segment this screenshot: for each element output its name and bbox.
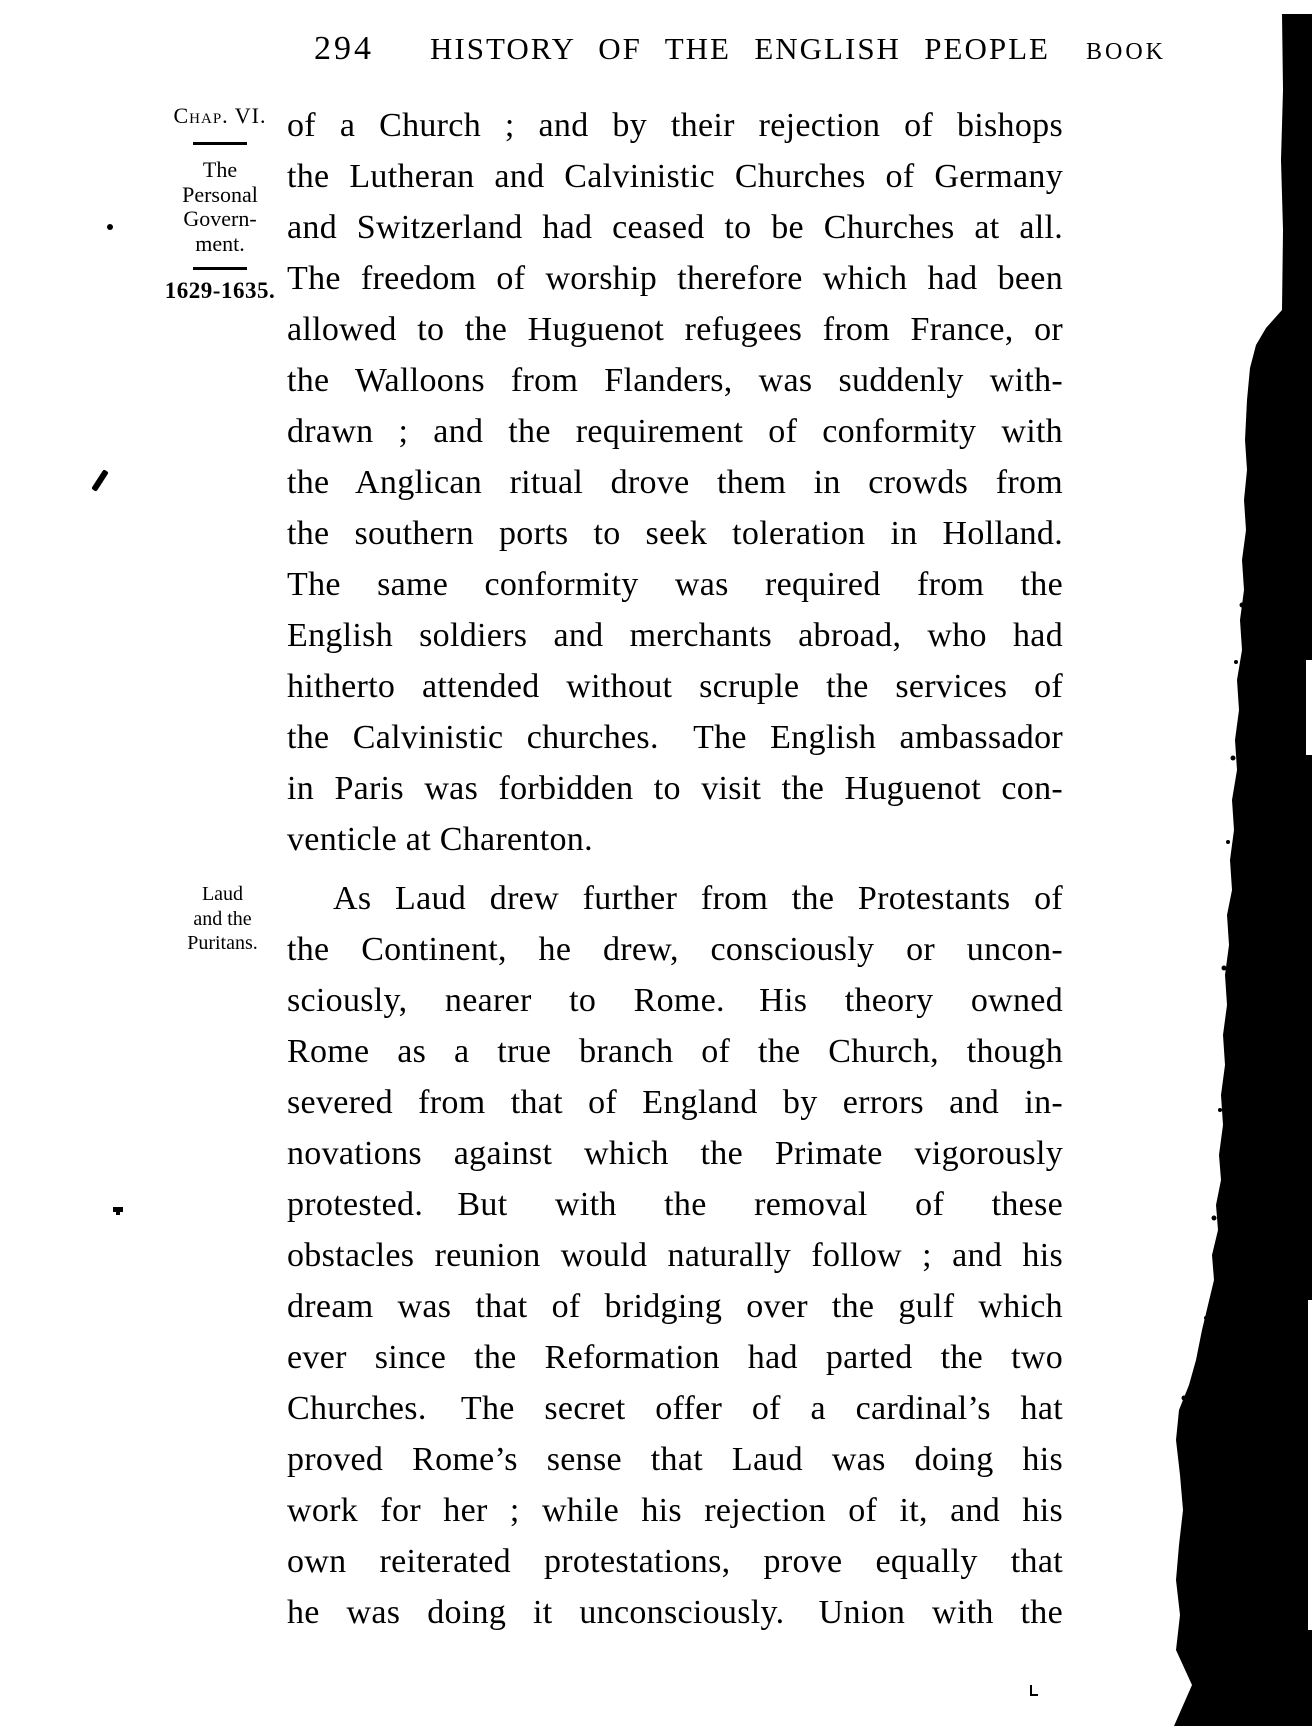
text-line: work for her ; while his rejection of it, and his	[287, 1492, 1063, 1529]
margin-rule	[193, 142, 247, 145]
scan-artifact-bar	[1162, 0, 1312, 1726]
text-line: own reiterated protestations, prove equally that	[287, 1543, 1063, 1580]
note-line: Puritans.	[187, 932, 258, 954]
text-line: The freedom of worship therefore which had been	[287, 260, 1063, 297]
body-text	[287, 100, 1063, 1638]
personal-government-note	[150, 158, 290, 256]
text-line: proved Rome’s sense that Laud was doing his	[287, 1441, 1063, 1478]
note-line: Laud	[201, 883, 244, 905]
page-number: 294	[314, 30, 374, 67]
ink-speck-tick	[91, 469, 109, 492]
dates-label: 1629-1635.	[164, 278, 276, 303]
text-line: in Paris was forbidden to visit the Huguenot con-	[287, 770, 1063, 807]
text-line: ever since the Reformation had parted the two	[287, 1339, 1063, 1376]
corner-mark	[1030, 1685, 1038, 1696]
text-line: sciously, nearer to Rome. His theory owned	[287, 982, 1063, 1019]
text-line: venticle at Charenton.	[287, 821, 593, 858]
text-line: dream was that of bridging over the gulf which	[287, 1288, 1063, 1325]
running-title: HISTORY OF THE ENGLISH PEOPLE	[430, 31, 1050, 66]
paragraph	[287, 873, 1063, 1638]
text-line: protested. But with the removal of these	[287, 1186, 1063, 1223]
text-line: he was doing it unconsciously. Union with the	[287, 1594, 1063, 1631]
note-line: The	[202, 157, 238, 182]
text-line: and Switzerland had ceased to be Churches at all.	[287, 209, 1063, 246]
text-line: English soldiers and merchants abroad, who had	[287, 617, 1063, 654]
text-line: of a Church ; and by their rejection of bishops	[287, 107, 1063, 144]
text-line: Churches. The secret offer of a cardinal’s hat	[287, 1390, 1063, 1427]
note-line: Personal	[182, 181, 258, 207]
note-line: Govern-	[183, 206, 257, 231]
text-line: novations against which the Primate vigorously	[287, 1135, 1063, 1172]
ink-speck-dash	[113, 1207, 123, 1212]
text-line: Rome as a true branch of the Church, though	[287, 1033, 1063, 1070]
text-line: the Calvinistic churches. The English ambassador	[287, 719, 1063, 756]
text-line: hitherto attended without scruple the services of	[287, 668, 1063, 705]
margin-rule	[193, 267, 247, 270]
text-line: The same conformity was required from the	[287, 566, 1063, 603]
text-line: obstacles reunion would naturally follow ; and his	[287, 1237, 1063, 1274]
note-line: ment.	[195, 230, 245, 256]
text-line: severed from that of England by errors and in-	[287, 1084, 1063, 1121]
laud-puritans-note	[150, 882, 295, 956]
text-line: drawn ; and the requirement of conformity with	[287, 413, 1063, 450]
note-line: and the	[193, 907, 252, 930]
ink-speck-dot	[107, 224, 113, 230]
text-line: the Anglican ritual drove them in crowds from	[287, 464, 1063, 501]
book-label: BOOK	[1086, 39, 1167, 65]
text-line: allowed to the Huguenot refugees from France, or	[287, 311, 1063, 348]
text-line: the Lutheran and Calvinistic Churches of Germany	[287, 158, 1063, 195]
chapter-margin-note	[150, 103, 290, 304]
text-line: As Laud drew further from the Protestants of	[333, 880, 1063, 917]
text-line: the Continent, he drew, consciously or uncon-	[287, 931, 1063, 968]
paragraph	[287, 100, 1063, 865]
text-line: the southern ports to seek toleration in Holland.	[287, 515, 1063, 552]
chapter-label: Chap. VI.	[173, 103, 267, 128]
text-line: the Walloons from Flanders, was suddenly with-	[287, 362, 1063, 399]
